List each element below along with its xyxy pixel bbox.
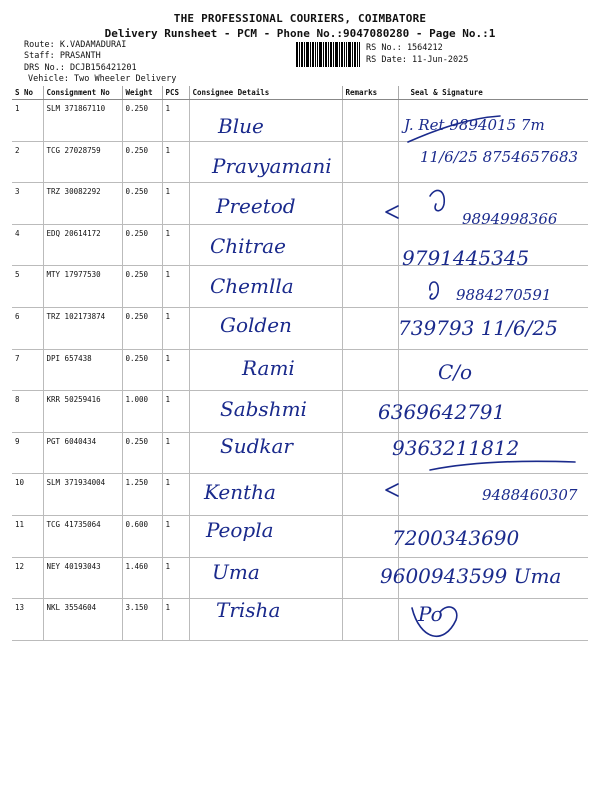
cell-weight: 0.250 — [122, 432, 162, 474]
cell-weight: 0.250 — [122, 141, 162, 183]
cell-weight: 0.250 — [122, 100, 162, 142]
cell-weight: 0.250 — [122, 307, 162, 349]
handwritten-consignee: Sabshmi — [220, 397, 307, 421]
cell-consignment: MTY 17977530 — [43, 266, 122, 308]
cell-pcs: 1 — [162, 141, 189, 183]
cell-sno: 1 — [12, 100, 43, 142]
cell-remarks — [342, 515, 398, 557]
handwritten-consignee: Chemlla — [210, 274, 294, 298]
cell-weight: 0.600 — [122, 515, 162, 557]
header-remarks: Remarks — [342, 86, 398, 100]
cell-weight: 3.150 — [122, 599, 162, 641]
cell-sno: 6 — [12, 307, 43, 349]
header-pcs: PCS — [162, 86, 189, 100]
cell-sno: 3 — [12, 183, 43, 225]
handwritten-signature: 9884270591 — [456, 286, 552, 304]
cell-remarks — [342, 349, 398, 391]
handwritten-signature: 9791445345 — [402, 246, 530, 270]
cell-pcs: 1 — [162, 307, 189, 349]
cell-pcs: 1 — [162, 266, 189, 308]
header-sno: S No — [12, 86, 43, 100]
cell-sno: 2 — [12, 141, 43, 183]
cell-remarks — [342, 599, 398, 641]
cell-consignment: TRZ 102173874 — [43, 307, 122, 349]
cell-pcs: 1 — [162, 557, 189, 599]
cell-sno: 12 — [12, 557, 43, 599]
cell-remarks — [342, 100, 398, 142]
cell-consignment: TCG 41735064 — [43, 515, 122, 557]
cell-remarks — [342, 224, 398, 266]
header-consignment: Consignment No — [43, 86, 122, 100]
cell-pcs: 1 — [162, 474, 189, 516]
table-row — [12, 349, 588, 391]
handwritten-signature: C/o — [438, 360, 473, 384]
cell-weight: 0.250 — [122, 266, 162, 308]
handwritten-consignee: Trisha — [216, 598, 281, 622]
runsheet-subtitle: Delivery Runsheet - PCM - Phone No.:9047080280 - Page No.:1 — [104, 27, 496, 40]
cell-pcs: 1 — [162, 391, 189, 433]
cell-sno: 8 — [12, 391, 43, 433]
cell-pcs: 1 — [162, 100, 189, 142]
cell-remarks — [342, 141, 398, 183]
cell-consignment: KRR 50259416 — [43, 391, 122, 433]
cell-remarks — [342, 307, 398, 349]
cell-consignment: SLM 371934004 — [43, 474, 122, 516]
cell-sno: 10 — [12, 474, 43, 516]
cell-consignment: EDQ 20614172 — [43, 224, 122, 266]
cell-pcs: 1 — [162, 224, 189, 266]
cell-remarks — [342, 183, 398, 225]
cell-consignment: DPI 657438 — [43, 349, 122, 391]
handwritten-signature: Po — [418, 602, 443, 626]
header-signature: Seal & Signature — [398, 86, 588, 100]
table-row — [12, 599, 588, 641]
handwritten-consignee: Uma — [212, 560, 260, 584]
cell-sno: 4 — [12, 224, 43, 266]
cell-remarks — [342, 474, 398, 516]
cell-pcs: 1 — [162, 183, 189, 225]
handwritten-consignee: Preetod — [216, 194, 296, 218]
barcode-image — [296, 42, 360, 67]
cell-pcs: 1 — [162, 599, 189, 641]
table-header-row — [12, 86, 588, 100]
handwritten-consignee: Peopla — [206, 518, 274, 542]
cell-weight: 1.000 — [122, 391, 162, 433]
cell-remarks — [342, 266, 398, 308]
company-title: THE PROFESSIONAL COURIERS, COIMBATORE — [173, 12, 427, 25]
cell-pcs: 1 — [162, 349, 189, 391]
handwritten-signature: J. Ret 9894015 7m — [404, 116, 545, 134]
cell-pcs: 1 — [162, 515, 189, 557]
cell-consignment: PGT 6040434 — [43, 432, 122, 474]
cell-weight: 1.460 — [122, 557, 162, 599]
cell-pcs: 1 — [162, 432, 189, 474]
handwritten-consignee: Rami — [242, 356, 295, 380]
staff-label: Staff: PRASANTH — [24, 51, 101, 61]
handwritten-consignee: Pravyamani — [212, 154, 332, 178]
handwritten-signature: 9894998366 — [462, 210, 558, 228]
cell-sno: 11 — [12, 515, 43, 557]
cell-sno: 7 — [12, 349, 43, 391]
cell-signature — [398, 349, 588, 391]
header-weight: Weight — [122, 86, 162, 100]
cell-weight: 0.250 — [122, 224, 162, 266]
handwritten-consignee: Golden — [220, 313, 292, 337]
drs-label: DRS No.: DCJB156421201 — [24, 63, 137, 73]
cell-sno: 9 — [12, 432, 43, 474]
cell-consignment: TCG 27028759 — [43, 141, 122, 183]
cell-sno: 5 — [12, 266, 43, 308]
cell-weight: 1.250 — [122, 474, 162, 516]
cell-sno: 13 — [12, 599, 43, 641]
cell-consignment: TRZ 30082292 — [43, 183, 122, 225]
route-label: Route: K.VADAMADURAI — [24, 40, 127, 50]
header-consignee: Consignee Details — [189, 86, 342, 100]
rs-number: RS No.: 1564212 — [366, 43, 443, 53]
handwritten-signature: 7200343690 — [392, 526, 520, 550]
cell-consignee — [189, 100, 342, 142]
vehicle-label: Vehicle: Two Wheeler Delivery — [28, 74, 177, 84]
cell-consignment: NKL 3554604 — [43, 599, 122, 641]
cell-weight: 0.250 — [122, 183, 162, 225]
handwritten-signature: 9363211812 — [392, 436, 520, 460]
handwritten-signature: 6369642791 — [378, 400, 506, 424]
handwritten-signature: 739793 11/6/25 — [398, 316, 558, 340]
cell-remarks — [342, 432, 398, 474]
cell-weight: 0.250 — [122, 349, 162, 391]
rs-date: RS Date: 11-Jun-2025 — [366, 55, 469, 65]
handwritten-signature: 9488460307 — [482, 486, 578, 504]
cell-consignment: NEY 40193043 — [43, 557, 122, 599]
cell-consignment: SLM 371867110 — [43, 100, 122, 142]
handwritten-consignee: Kentha — [204, 480, 276, 504]
handwritten-consignee: Sudkar — [220, 434, 293, 458]
handwritten-signature: 11/6/25 8754657683 — [420, 148, 579, 166]
handwritten-signature: 9600943599 Uma — [380, 564, 562, 588]
handwritten-consignee: Chitrae — [210, 234, 286, 258]
handwritten-consignee: Blue — [218, 114, 264, 138]
